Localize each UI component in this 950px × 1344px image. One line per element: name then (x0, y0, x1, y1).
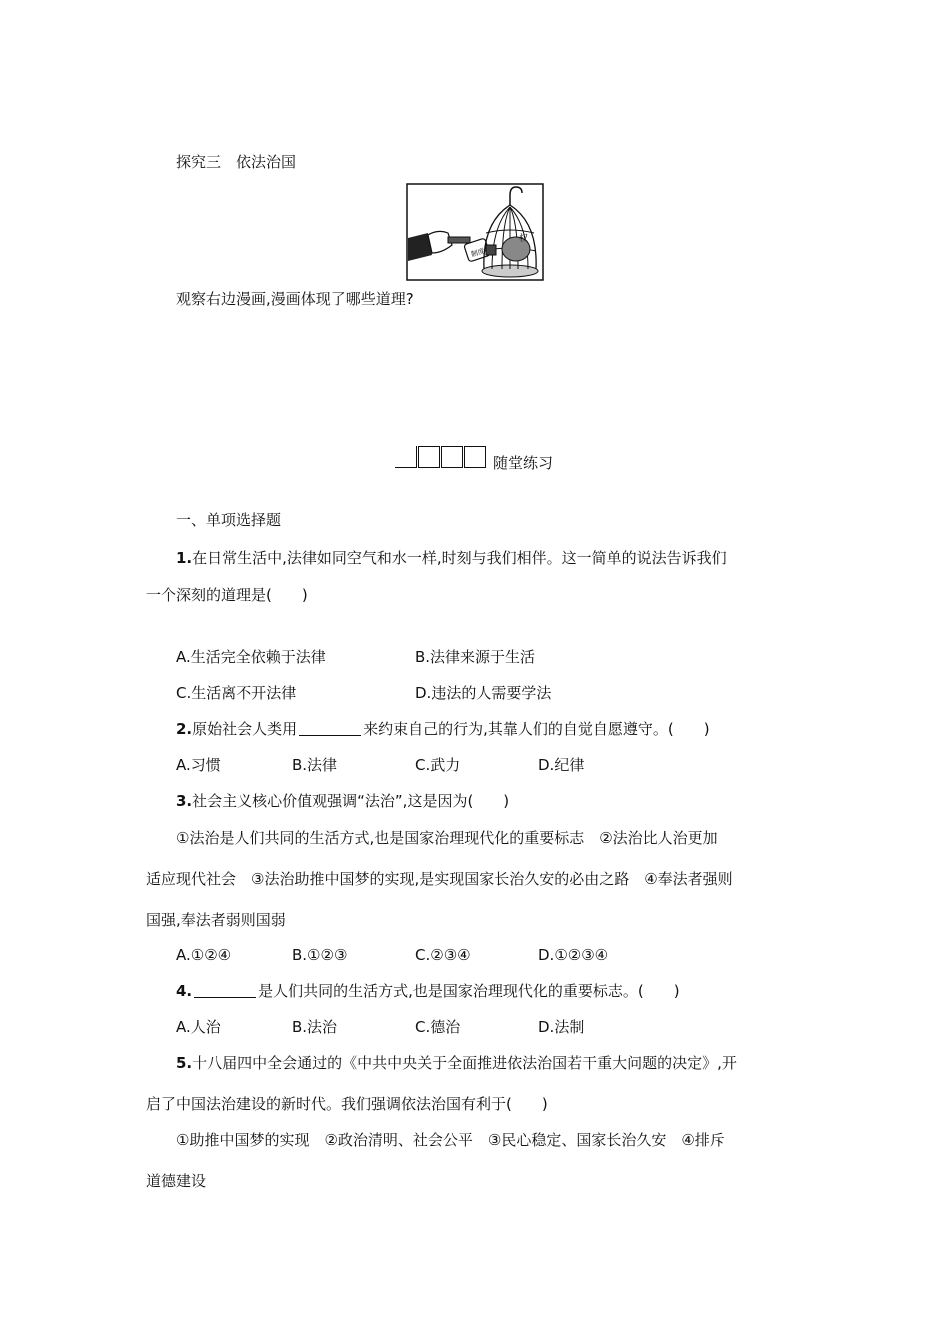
cage-with-hand-icon (406, 183, 544, 281)
option-b: B.法律来源于生活 (415, 648, 536, 666)
question-5-line-1 (176, 1053, 737, 1073)
option-b: B.法律 (292, 756, 338, 774)
question-1-line-1 (176, 548, 727, 568)
title-box (464, 446, 486, 468)
option-c: C.武力 (415, 756, 461, 774)
question-number: 3. (176, 792, 193, 810)
question-2-line-1 (176, 719, 710, 739)
option-a: A.人治 (176, 1018, 221, 1036)
question-number: 1. (176, 549, 193, 567)
option-d: D.违法的人需要学法 (415, 684, 552, 702)
title-boxes (395, 446, 487, 468)
question-text: 原始社会人类用 (192, 720, 298, 738)
question-text: 社会主义核心价值观强调“法治”,这是因为( ) (192, 792, 510, 810)
title-box (395, 446, 417, 468)
question-text: 在日常生活中,法律如同空气和水一样,时刻与我们相伴。这一简单的说法告诉我们 (192, 549, 727, 567)
practice-title: 随堂练习 (493, 454, 554, 472)
option-c: C.生活离不开法律 (176, 684, 297, 702)
question-3-line-3: 适应现代社会 ③法治助推中国梦的实现,是实现国家长治久安的必由之路 ④奉法者强则 (146, 870, 733, 888)
cage-label: 权 (519, 234, 529, 244)
answer-blank (194, 983, 256, 998)
title-box (418, 446, 440, 468)
question-text: 是人们共同的生活方式,也是国家治理现代化的重要标志。( ) (258, 982, 680, 1000)
section-heading: 探究三 依法治国 (176, 153, 297, 171)
option-c: C.德治 (415, 1018, 461, 1036)
question-text: 十八届四中全会通过的《中共中央关于全面推进依法治国若干重大问题的决定》,开 (192, 1054, 737, 1072)
question-text: 来约束自己的行为,其靠人们的自觉自愿遵守。( ) (363, 720, 710, 738)
question-5-line-3: ①助推中国梦的实现 ②政治清明、社会公平 ③民心稳定、国家长治久安 ④排斥 (176, 1131, 725, 1149)
question-number: 4. (176, 982, 193, 1000)
option-a: A.习惯 (176, 756, 221, 774)
question-5-line-4: 道德建设 (146, 1172, 207, 1190)
option-d: D.纪律 (538, 756, 585, 774)
option-b: B.法治 (292, 1018, 338, 1036)
answer-blank (299, 721, 361, 736)
option-c: C.②③④ (415, 946, 471, 964)
section-prompt: 观察右边漫画,漫画体现了哪些道理? (176, 290, 414, 308)
option-a: A.生活完全依赖于法律 (176, 648, 326, 666)
question-4-line-1 (176, 981, 680, 1001)
question-number: 2. (176, 720, 193, 738)
question-3-line-4: 国强,奉法者弱则国弱 (146, 911, 286, 929)
question-category: 一、单项选择题 (176, 511, 282, 529)
question-5-line-2: 启了中国法治建设的新时代。我们强调依法治国有利于( ) (146, 1095, 548, 1113)
option-d: D.法制 (538, 1018, 585, 1036)
option-b: B.①②③ (292, 946, 348, 964)
tag-label: 制度 (470, 246, 486, 259)
question-3-line-2: ①法治是人们共同的生活方式,也是国家治理现代化的重要标志 ②法治比人治更加 (176, 829, 718, 847)
option-d: D.①②③④ (538, 946, 609, 964)
question-3-line-1 (176, 791, 509, 811)
question-1-line-2: 一个深刻的道理是( ) (146, 586, 308, 604)
option-a: A.①②④ (176, 946, 232, 964)
question-number: 5. (176, 1054, 193, 1072)
title-box (441, 446, 463, 468)
